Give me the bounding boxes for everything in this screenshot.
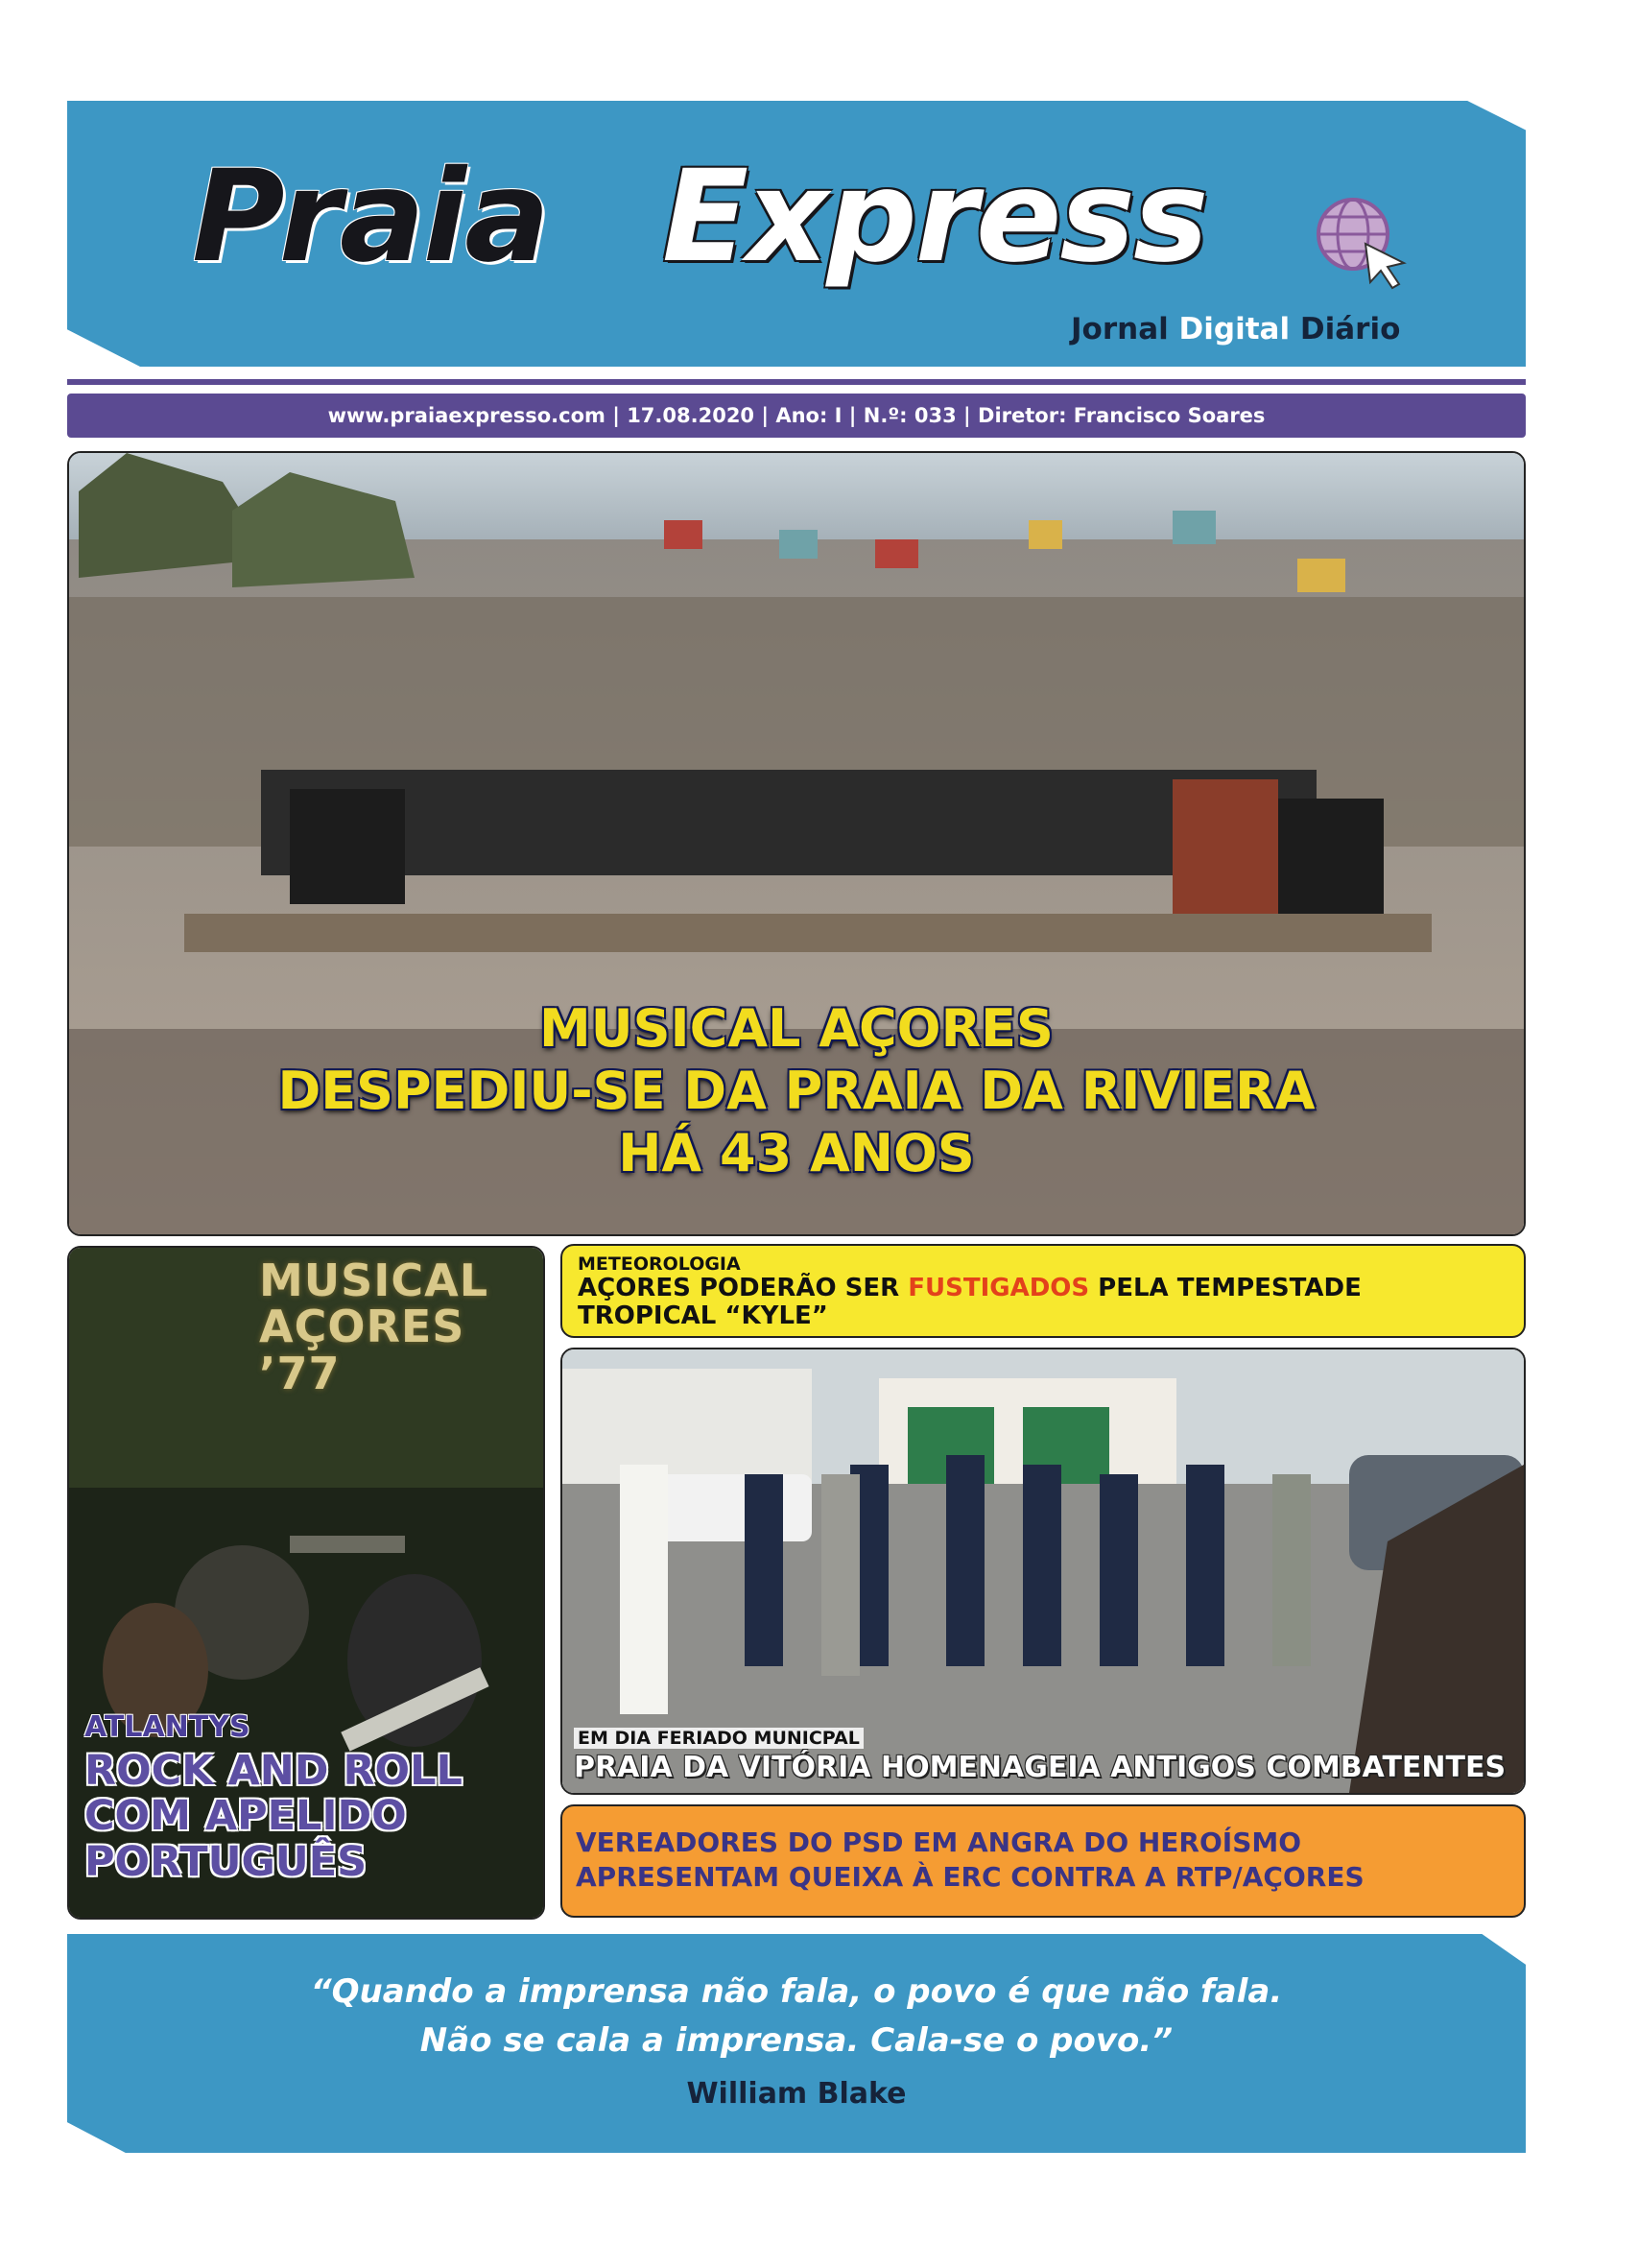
- tagline-word-3: Diário: [1299, 312, 1401, 346]
- weather-kicker: METEOROLOGIA: [578, 1253, 741, 1275]
- tagline-word-1: Jornal: [1071, 312, 1169, 346]
- globe-cursor-icon: [1313, 194, 1409, 290]
- brand-name-part2[interactable]: Express: [662, 143, 1207, 291]
- left-headline-line-1: ROCK AND ROLL: [84, 1747, 463, 1795]
- ceremony-headline[interactable]: PRAIA DA VITÓRIA HOMENAGEIA ANTIGOS COMBATENTES: [574, 1751, 1507, 1784]
- brand-name-part1[interactable]: Praia: [192, 143, 549, 291]
- weather-headline-b: PELA TEMPESTADE: [1089, 1274, 1362, 1302]
- footer-quote: [67, 1968, 1526, 2065]
- tagline-word-2: Digital: [1178, 312, 1291, 346]
- weather-headline-a: AÇORES PODERÃO SER: [578, 1274, 909, 1302]
- left-story-kicker: ATLANTYS: [84, 1710, 250, 1744]
- main-headline-line-2: DESPEDIU-SE DA PRAIA DA RIVIERA: [277, 1060, 1316, 1121]
- politics-headline-line-2: APRESENTAM QUEIXA À ERC CONTRA A RTP/AÇORES: [576, 1861, 1365, 1894]
- poster-line-2: AÇORES: [259, 1301, 465, 1353]
- politics-headline-line-1: VEREADORES DO PSD EM ANGRA DO HEROÍSMO: [576, 1826, 1302, 1858]
- main-headline-line-1: MUSICAL AÇORES: [539, 998, 1054, 1059]
- left-headline-line-2: COM APELIDO: [84, 1792, 407, 1841]
- quote-author: William Blake: [686, 2077, 907, 2111]
- edition-info-bar[interactable]: www.praiaexpresso.com | 17.08.2020 | Ano: I | N.º: 033 | Diretor: Francisco Soares: [67, 394, 1526, 438]
- ceremony-image: [562, 1349, 1524, 1793]
- quote-line-2: Não se cala a imprensa. Cala-se o povo.”: [419, 2021, 1174, 2060]
- weather-headline-c: TROPICAL “KYLE”: [578, 1301, 828, 1330]
- poster-line-1: MUSICAL: [259, 1254, 489, 1306]
- ceremony-kicker: EM DIA FERIADO MUNICPAL: [574, 1728, 864, 1749]
- poster-title: [259, 1254, 489, 1399]
- tagline: [1071, 312, 1400, 346]
- divider-rule: [67, 379, 1526, 385]
- main-headline[interactable]: [67, 998, 1526, 1184]
- left-story-headline[interactable]: [84, 1749, 463, 1885]
- left-headline-line-3: PORTUGUÊS: [84, 1837, 368, 1886]
- weather-headline[interactable]: [578, 1275, 1362, 1329]
- poster-line-3: ’77: [259, 1347, 341, 1399]
- quote-line-1: “Quando a imprensa não fala, o povo é que não fala.: [310, 1972, 1283, 2011]
- politics-headline[interactable]: [576, 1826, 1365, 1896]
- weather-headline-highlight: FUSTIGADOS: [908, 1274, 1090, 1302]
- main-headline-line-3: HÁ 43 ANOS: [618, 1122, 975, 1183]
